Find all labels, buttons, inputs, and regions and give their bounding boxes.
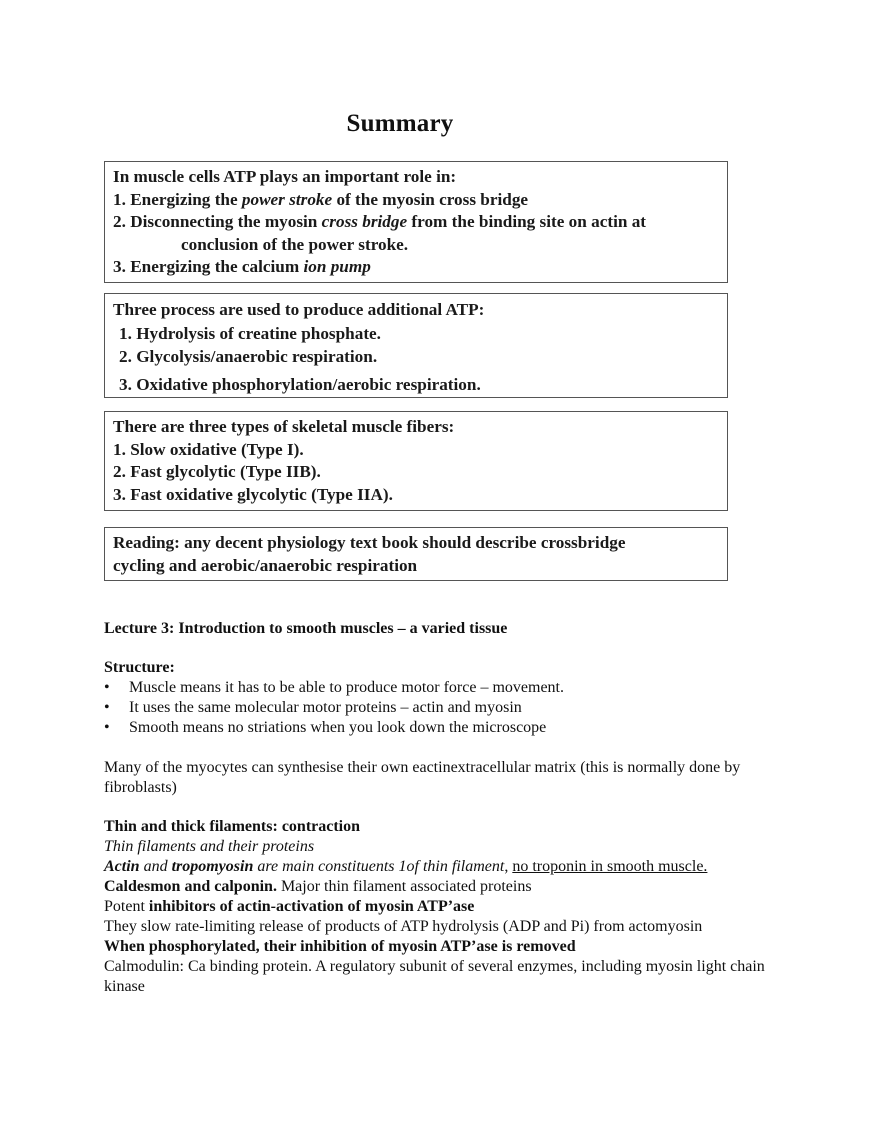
phosphorylated-line: When phosphorylated, their inhibition of myosin ATP’ase is removed: [104, 938, 576, 955]
fiber-type-item-2: 2. Fast glycolytic (Type IIB).: [113, 462, 321, 481]
reading-line-2: cycling and aerobic/anaerobic respiration: [113, 555, 418, 575]
bullet-icon: •: [104, 719, 110, 736]
atp-roles-intro: In muscle cells ATP plays an important role in:: [113, 167, 457, 186]
fiber-types-box: [104, 411, 728, 511]
atp-production-item-2: 2. Glycolysis/anaerobic respiration.: [119, 347, 378, 366]
thin-filaments-subheading: Thin filaments and their proteins: [104, 838, 315, 855]
fiber-type-item-1: 1. Slow oxidative (Type I).: [113, 439, 304, 459]
list-item: • It uses the same molecular motor proteins – actin and myosin: [104, 699, 522, 716]
bullet-icon: •: [104, 699, 110, 716]
atp-role-item-3: 3. Energizing the calcium ion pump: [113, 257, 371, 276]
filaments-section: [104, 817, 794, 997]
atp-production-item-1: 1. Hydrolysis of creatine phosphate.: [119, 323, 381, 343]
atp-role-item-1: 1. Energizing the power stroke of the myosin cross bridge: [113, 189, 529, 209]
list-item: • Muscle means it has to be able to produce motor force – movement.: [104, 679, 564, 696]
filaments-heading: Thin and thick filaments: contraction: [104, 818, 361, 835]
fiber-type-item-3: 3. Fast oxidative glycolytic (Type IIA).: [113, 484, 393, 504]
caldesmon-line: Caldesmon and calponin. Major thin filament associated proteins: [104, 878, 532, 895]
atp-production-box: [104, 293, 728, 398]
fiber-types-intro: There are three types of skeletal muscle fibers:: [113, 417, 455, 436]
atp-roles-box: [104, 161, 728, 283]
atp-production-item-3: 3. Oxidative phosphorylation/aerobic respiration.: [119, 374, 481, 394]
lecture-heading: Lecture 3: Introduction to smooth muscles – a varied tissue: [104, 620, 508, 637]
bullet-icon: •: [104, 679, 110, 696]
calmodulin-line: Calmodulin: Ca binding protein. A regulatory subunit of several enzymes, including myosin light chain kinase: [104, 958, 765, 995]
summary-title: Summary: [346, 110, 454, 137]
slow-release-line: They slow rate-limiting release of products of ATP hydrolysis (ADP and Pi) from actomyosin: [104, 918, 703, 935]
no-troponin-text: no troponin in smooth muscle.: [512, 858, 708, 875]
potent-inhibitors-line: Potent inhibitors of actin-activation of myosin ATP’ase: [104, 898, 475, 915]
atp-role-item-2-continued: conclusion of the power stroke.: [181, 234, 409, 254]
atp-role-item-2: 2. Disconnecting the myosin cross bridge from the binding site on actin at: [113, 212, 647, 231]
reading-line-1: Reading: any decent physiology text book should describe crossbridge: [113, 533, 626, 552]
reading-box: [104, 527, 728, 581]
list-item: • Smooth means no striations when you look down the microscope: [104, 719, 547, 736]
structure-heading: Structure:: [104, 659, 175, 676]
actin-tropomyosin-line: Actin and tropomyosin are main constituents 1of thin filament, no troponin in smooth muscle.: [104, 858, 708, 875]
myocytes-paragraph: Many of the myocytes can synthesise their own eactinextracellular matrix (this is normally done by fibroblasts): [104, 759, 741, 796]
atp-production-intro: Three process are used to produce additional ATP:: [113, 300, 485, 319]
structure-bullet-list: [104, 678, 794, 738]
